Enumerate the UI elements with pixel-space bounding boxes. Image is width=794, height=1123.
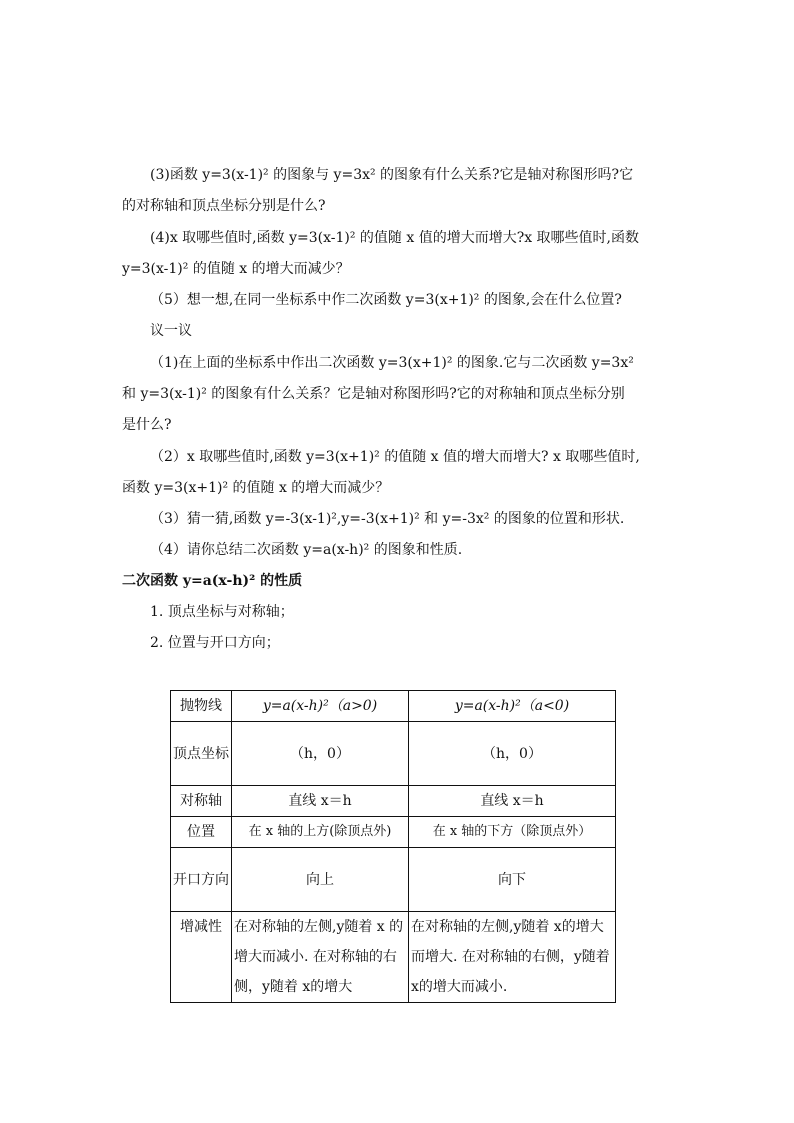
properties-heading: 二次函数 y=a(x-h)² 的性质 (122, 573, 303, 589)
row-col2: （h，0） (409, 722, 616, 786)
discuss-4: （4）请你总结二次函数 y=a(x-h)² 的图象和性质. (150, 542, 463, 558)
header-label: 抛物线 (171, 691, 232, 722)
table-row (171, 912, 616, 1003)
row-label: 增减性 (171, 912, 232, 1003)
row-col1: 在 x 轴的上方(除顶点外) (232, 817, 409, 848)
row-col1: 直线 x＝h (232, 786, 409, 817)
question-5: （5）想一想,在同一坐标系中作二次函数 y=3(x+1)² 的图象,会在什么位置? (150, 292, 622, 308)
discuss-1-line-2: 和 y=3(x-1)² 的图象有什么关系？它是轴对称图形吗?它的对称轴和顶点坐标分别 (122, 386, 625, 402)
row-label: 开口方向 (171, 848, 232, 912)
row-col1: （h，0） (232, 722, 409, 786)
row-col2: 在对称轴的左侧,y随着 x的增大而增大. 在对称轴的右侧，y随着 x的增大而减小. (409, 912, 616, 1003)
discuss-1-line-1: （1)在上面的坐标系中作出二次函数 y=3(x+1)² 的图象.它与二次函数 y=3x² (150, 355, 634, 371)
discuss-3: （3）猜一猜,函数 y=-3(x-1)²,y=-3(x+1)² 和 y=-3x² 的图象的位置和形状. (150, 511, 625, 527)
header-col2: y=a(x-h)²（a<0) (409, 691, 616, 722)
discuss-2-line-2: 函数 y=3(x+1)² 的值随 x 的增大而减少？ (122, 480, 390, 496)
row-col2: 直线 x＝h (409, 786, 616, 817)
row-label: 位置 (171, 817, 232, 848)
table-row (171, 786, 616, 817)
row-label: 对称轴 (171, 786, 232, 817)
table-header-row (171, 691, 616, 722)
question-3-line-1: (3)函数 y=3(x-1)² 的图象与 y=3x² 的图象有什么关系?它是轴对称图形吗?它 (150, 167, 634, 183)
table-row (171, 817, 616, 848)
question-4-line-2: y=3(x-1)² 的值随 x 的增大而减少？ (122, 261, 350, 277)
header-col1: y=a(x-h)²（a>0) (232, 691, 409, 722)
properties-table (170, 690, 616, 1003)
list-item: 2. 位置与开口方向； (150, 635, 280, 651)
discuss-heading: 议一议 (150, 323, 192, 339)
row-col1: 在对称轴的左侧,y随着 x 的增大而减小. 在对称轴的右侧，y随着 x的增大 (232, 912, 409, 1003)
row-col1: 向上 (232, 848, 409, 912)
row-label: 顶点坐标 (171, 722, 232, 786)
row-col2: 向下 (409, 848, 616, 912)
discuss-2-line-1: （2）x 取哪些值时,函数 y=3(x+1)² 的值随 x 值的增大而增大? x 取哪些值时, (150, 449, 640, 465)
discuss-1-line-3: 是什么? (122, 417, 172, 433)
table-row (171, 848, 616, 912)
question-4-line-1: (4)x 取哪些值时,函数 y=3(x-1)² 的值随 x 值的增大而增大?x 取哪些值时,函数 (150, 230, 639, 246)
table-row (171, 722, 616, 786)
list-item: 1. 顶点坐标与对称轴； (150, 604, 294, 620)
row-col2: 在 x 轴的下方（除顶点外） (409, 817, 616, 848)
question-3-line-2: 的对称轴和顶点坐标分别是什么? (122, 198, 326, 214)
